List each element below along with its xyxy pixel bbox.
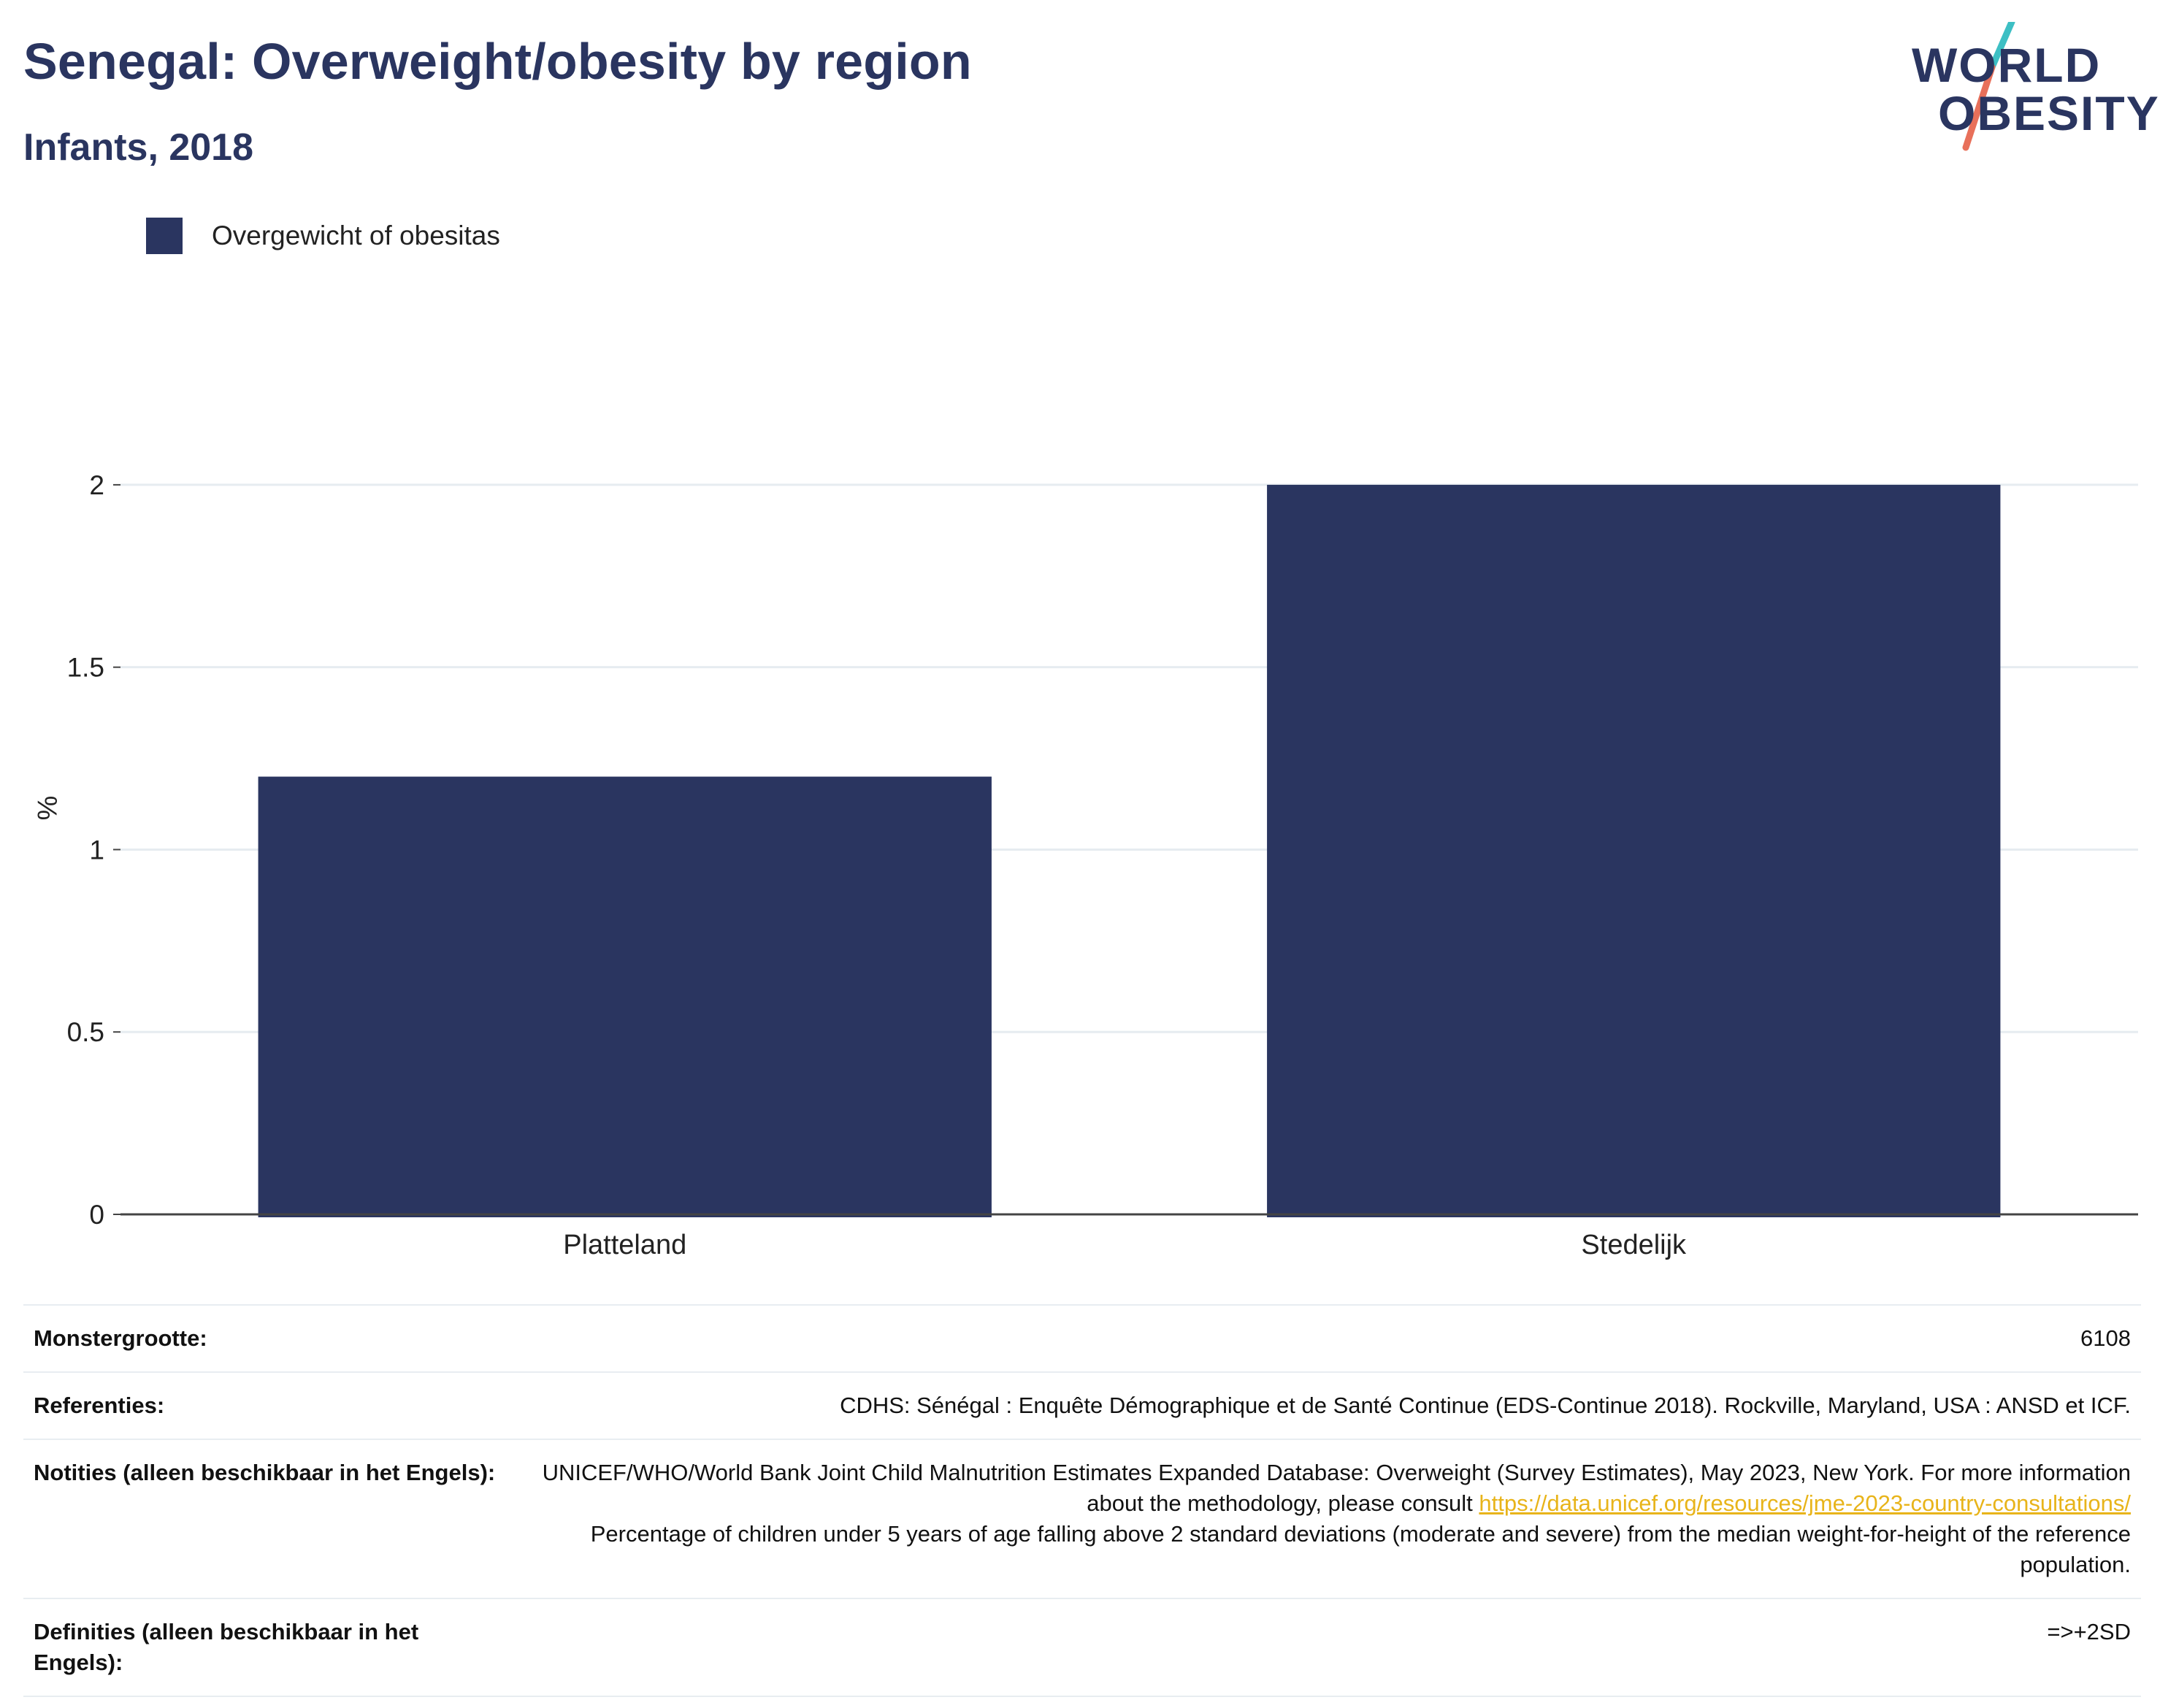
y-tick-label: 2 bbox=[89, 470, 104, 500]
bar bbox=[258, 777, 992, 1217]
references-label: Referenties: bbox=[34, 1393, 165, 1418]
info-row-sample-size bbox=[23, 1305, 2141, 1372]
bar bbox=[1267, 485, 2000, 1217]
references-value: CDHS: Sénégal : Enquête Démographique et de Santé Continue (EDS-Continue 2018). Rockville, Maryland, USA : ANSD et ICF. bbox=[840, 1393, 2131, 1418]
logo-line2: OBESITY bbox=[1938, 86, 2160, 140]
sample-size-value: 6108 bbox=[2080, 1325, 2131, 1351]
y-tick-label: 1.5 bbox=[66, 652, 104, 683]
logo-line1: WORLD bbox=[1912, 38, 2102, 92]
x-tick-label: Stedelijk bbox=[1581, 1230, 1687, 1260]
definitions-value: =>+2SD bbox=[2047, 1619, 2131, 1644]
sample-size-label: Monstergrootte: bbox=[34, 1325, 207, 1351]
page-title: Senegal: Overweight/obesity by region bbox=[23, 33, 972, 90]
definitions-label: Definities (alleen beschikbaar in het Engels): bbox=[34, 1619, 419, 1675]
notes-label: Notities (alleen beschikbaar in het Engels): bbox=[34, 1460, 496, 1485]
y-tick-label: 0 bbox=[89, 1200, 104, 1230]
info-row-definitions bbox=[23, 1598, 2141, 1696]
notes-value bbox=[511, 1439, 2141, 1598]
y-axis-label: % bbox=[32, 795, 64, 821]
info-row-references bbox=[23, 1372, 2141, 1439]
y-tick-label: 1 bbox=[89, 835, 104, 865]
y-tick-label: 0.5 bbox=[66, 1017, 104, 1048]
x-tick-label: Platteland bbox=[563, 1230, 687, 1260]
notes-text-1: UNICEF/WHO/World Bank Joint Child Malnutrition Estimates Expanded Database: Overweight (Survey Estimates), May 2023, New York. For more information about the methodology, please consult bbox=[542, 1460, 2131, 1516]
info-table bbox=[23, 1304, 2141, 1697]
notes-link[interactable]: https://data.unicef.org/resources/jme-2023-country-consultations/ bbox=[1479, 1490, 2131, 1516]
notes-text-2: Percentage of children under 5 years of age falling above 2 standard deviations (moderate and severe) from the median weight-for-height of the reference population. bbox=[590, 1521, 2131, 1577]
page-subtitle: Infants, 2018 bbox=[23, 126, 254, 169]
legend-label: Overgewicht of obesitas bbox=[212, 221, 500, 250]
info-row-notes bbox=[23, 1439, 2141, 1598]
